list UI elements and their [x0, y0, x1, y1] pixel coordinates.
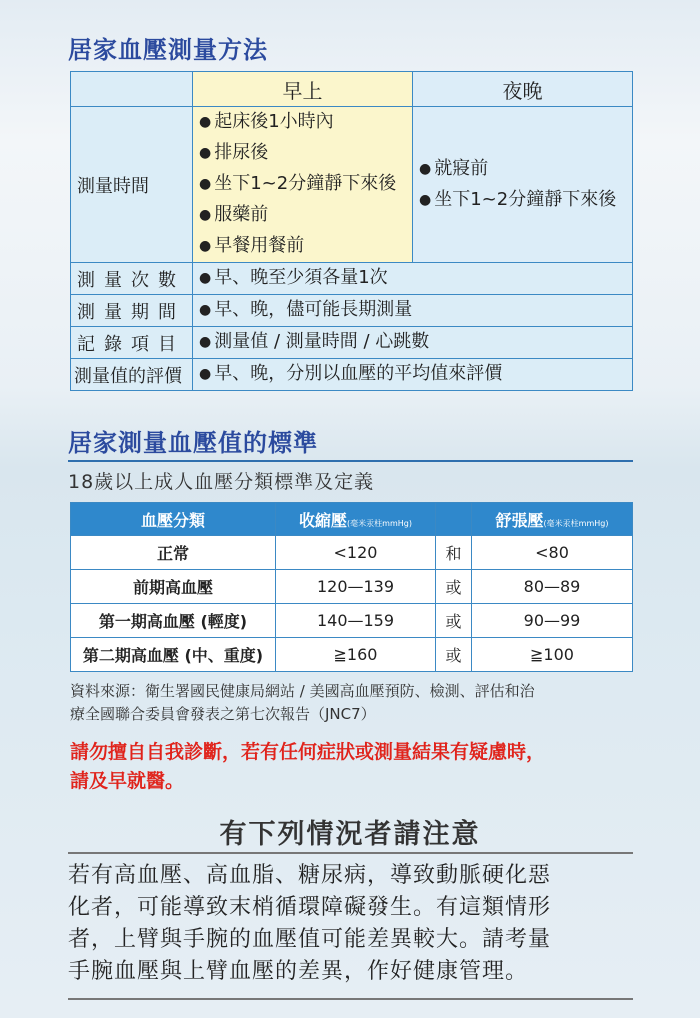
row-label — [71, 107, 193, 263]
table-row — [71, 638, 633, 672]
list-item: ● 坐下1~2分鐘靜下來後 — [419, 185, 626, 216]
list-item: ● 起床後1小時內 — [199, 107, 406, 138]
source-note — [70, 680, 640, 726]
systolic-value: <120 — [276, 536, 436, 570]
row-value — [193, 295, 633, 327]
row-label — [71, 359, 193, 391]
value-text: ● 早、晚至少須各量1次 — [199, 263, 626, 294]
table-header-row — [71, 503, 633, 536]
source-line: 療全國聯合委員會發表之第七次報告（JNC7） — [70, 705, 376, 723]
conjunction: 和 — [436, 536, 472, 570]
notice-body — [68, 860, 638, 988]
notice-line: 若有高血壓、高血脂、糖尿病，導致動脈硬化惡 — [68, 863, 552, 888]
morning-times-cell — [193, 107, 413, 263]
section-title-bp-standard: 居家測量血壓值的標準 — [68, 429, 318, 457]
header-blank — [71, 72, 193, 107]
header-class: 血壓分類 — [71, 503, 276, 536]
table-row-measurement-period — [71, 295, 633, 327]
divider-bottom — [68, 998, 633, 1000]
value-text: ● 測量值 / 測量時間 / 心跳數 — [199, 327, 626, 358]
header-morning: 早上 — [193, 72, 413, 107]
header-evening: 夜晚 — [413, 72, 633, 107]
warning-line: 請及早就醫。 — [70, 770, 185, 792]
value-text: ● 早、晚，分別以血壓的平均值來評價 — [199, 359, 626, 390]
diastolic-value: 90—99 — [472, 604, 633, 638]
systolic-label: 收縮壓 — [299, 510, 348, 530]
warning-line: 請勿擅自自我診斷，若有任何症狀或測量結果有疑慮時， — [70, 741, 546, 763]
systolic-unit: (毫米汞柱mmHg) — [347, 518, 412, 528]
bp-class: 正常 — [71, 536, 276, 570]
table-row-measurement-time — [71, 107, 633, 263]
diastolic-value: ≧100 — [472, 638, 633, 672]
list-item: ● 服藥前 — [199, 200, 406, 231]
notice-line: 化者，可能導致末梢循環障礙發生。有這類情形 — [68, 895, 552, 920]
systolic-value: 140—159 — [276, 604, 436, 638]
systolic-value: 120—139 — [276, 570, 436, 604]
table-row-measurement-count — [71, 263, 633, 295]
warning-note — [70, 738, 640, 796]
value-text: ● 早、晚，儘可能長期測量 — [199, 295, 626, 326]
label-evaluation: 測量值的評價 — [74, 365, 182, 387]
row-label — [71, 327, 193, 359]
evening-times-cell — [413, 107, 633, 263]
row-value — [193, 263, 633, 295]
label-record-items: 記錄項目 — [77, 333, 185, 355]
notice-line: 手腕血壓與上臂血壓的差異，作好健康管理。 — [68, 959, 529, 984]
conjunction: 或 — [436, 570, 472, 604]
systolic-value: ≧160 — [276, 638, 436, 672]
label-measurement-count: 測量次數 — [77, 269, 185, 291]
bp-class: 第一期高血壓 (輕度) — [71, 604, 276, 638]
header-systolic — [276, 503, 436, 536]
row-value — [193, 327, 633, 359]
list-item: ● 排尿後 — [199, 138, 406, 169]
bp-classification-subtitle: 18歲以上成人血壓分類標準及定義 — [68, 471, 375, 493]
table-row — [71, 536, 633, 570]
row-label — [71, 295, 193, 327]
divider-top — [68, 852, 633, 854]
header-diastolic — [472, 503, 633, 536]
row-label — [71, 263, 193, 295]
table-row-record-items — [71, 327, 633, 359]
table-row-evaluation — [71, 359, 633, 391]
diastolic-unit: (毫米汞柱mmHg) — [543, 518, 609, 528]
conjunction: 或 — [436, 604, 472, 638]
list-item: ● 坐下1~2分鐘靜下來後 — [199, 169, 406, 200]
title-underline — [68, 460, 633, 462]
conjunction: 或 — [436, 638, 472, 672]
notice-line: 者，上臂與手腕的血壓值可能差異較大。請考量 — [68, 927, 552, 952]
bp-class: 第二期高血壓 (中、重度) — [71, 638, 276, 672]
table-row — [71, 604, 633, 638]
row-value — [193, 359, 633, 391]
diastolic-value: <80 — [472, 536, 633, 570]
list-item: ● 就寢前 — [419, 154, 626, 185]
source-line: 資料來源：衛生署國民健康局網站 / 美國高血壓預防、檢測、評估和治 — [70, 682, 535, 700]
label-measurement-period: 測量期間 — [77, 301, 185, 323]
list-item: ● 早餐用餐前 — [199, 231, 406, 262]
bp-classification-table — [70, 502, 633, 672]
bp-class: 前期高血壓 — [71, 570, 276, 604]
table-row — [71, 570, 633, 604]
diastolic-value: 80—89 — [472, 570, 633, 604]
table-header-row — [71, 72, 633, 107]
measurement-method-table — [70, 71, 633, 391]
header-conj — [436, 503, 472, 536]
section-title-measurement-method: 居家血壓測量方法 — [68, 36, 268, 64]
label-measurement-time: 測量時間 — [77, 175, 149, 197]
diastolic-label: 舒張壓 — [495, 510, 544, 530]
section-title-notice: 有下列情況者請注意 — [219, 819, 481, 850]
